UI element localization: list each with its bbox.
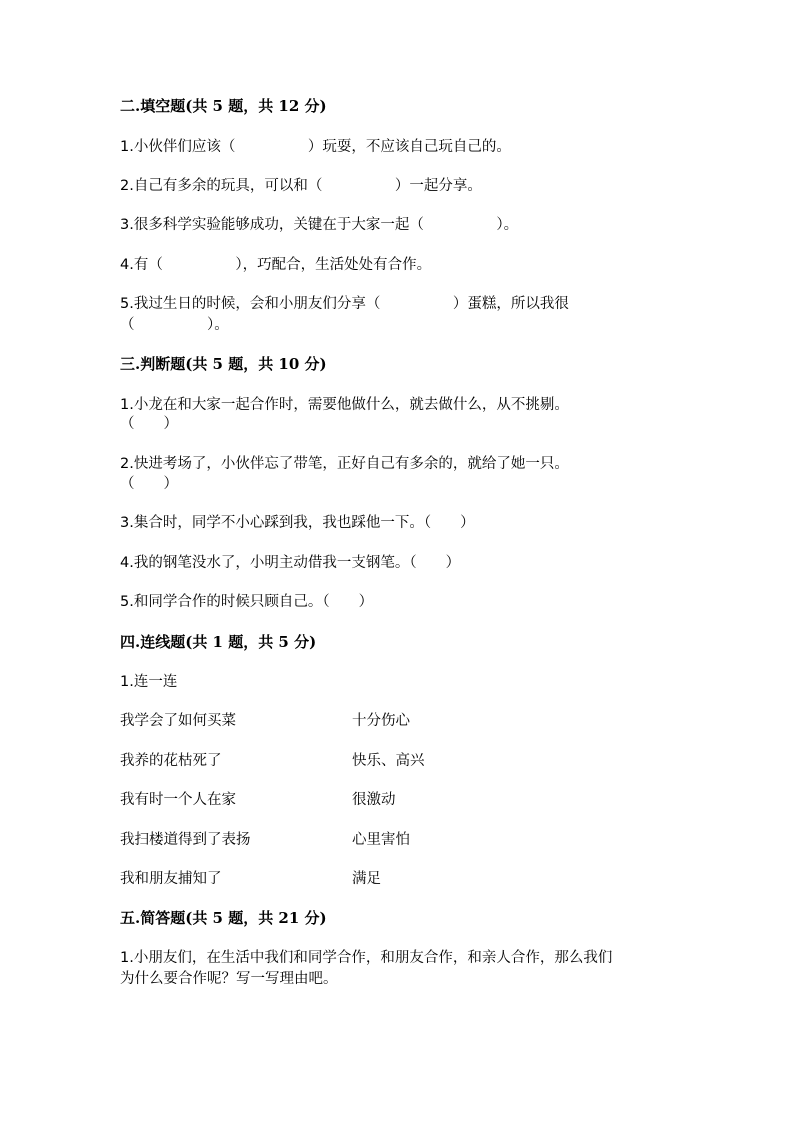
judge-question-1-line-1: 1.小龙在和大家一起合作时，需要他做什么，就去做什么，从不挑剔。 — [120, 397, 569, 413]
match-left-item: 我扫楼道得到了表扬 — [120, 832, 251, 848]
section-heading-short-answer: 五.简答题(共 5 题，共 21 分) — [120, 909, 327, 927]
fill-blank-question-4: 4.有（ ），巧配合，生活处处有合作。 — [120, 257, 432, 273]
match-right-item: 快乐、高兴 — [352, 753, 425, 769]
match-left-item: 我养的花枯死了 — [120, 753, 222, 769]
match-left-item: 我有时一个人在家 — [120, 792, 236, 808]
fill-blank-question-2: 2.自己有多余的玩具，可以和（ ）一起分享。 — [120, 178, 482, 194]
match-left-item: 我学会了如何买菜 — [120, 713, 236, 729]
match-right-item: 十分伤心 — [352, 713, 410, 729]
fill-blank-question-5-line-2: （ ）。 — [120, 317, 229, 333]
judge-question-4: 4.我的钢笔没水了，小明主动借我一支钢笔。（ ） — [120, 555, 461, 571]
fill-blank-question-3: 3.很多科学实验能够成功，关键在于大家一起（ ）。 — [120, 217, 519, 233]
match-right-item: 心里害怕 — [352, 832, 410, 848]
section-heading-match: 四.连线题(共 1 题，共 5 分) — [120, 633, 317, 651]
judge-question-2-line-2: （ ） — [120, 476, 178, 492]
judge-question-3: 3.集合时，同学不小心踩到我，我也踩他一下。（ ） — [120, 515, 475, 531]
judge-question-1-line-2: （ ） — [120, 416, 178, 432]
section-heading-judge: 三.判断题(共 5 题，共 10 分) — [120, 355, 327, 373]
match-left-item: 我和朋友捕知了 — [120, 871, 222, 887]
fill-blank-question-1: 1.小伙伴们应该（ ）玩耍，不应该自己玩自己的。 — [120, 139, 511, 155]
match-right-item: 很激动 — [352, 792, 396, 808]
short-answer-question-1-line-2: 为什么要合作呢？写一写理由吧。 — [120, 971, 338, 987]
fill-blank-question-5-line-1: 5.我过生日的时候，会和小朋友们分享（ ）蛋糕，所以我很 — [120, 296, 569, 312]
judge-question-5: 5.和同学合作的时候只顾自己。（ ） — [120, 594, 374, 610]
match-right-item: 满足 — [352, 871, 381, 887]
judge-question-2-line-1: 2.快进考场了，小伙伴忘了带笔，正好自己有多余的，就给了她一只。 — [120, 456, 569, 472]
match-question-1: 1.连一连 — [120, 674, 178, 690]
short-answer-question-1-line-1: 1.小朋友们，在生活中我们和同学合作，和朋友合作，和亲人合作，那么我们 — [120, 950, 613, 966]
section-heading-fill-blank: 二.填空题(共 5 题，共 12 分) — [120, 97, 327, 115]
